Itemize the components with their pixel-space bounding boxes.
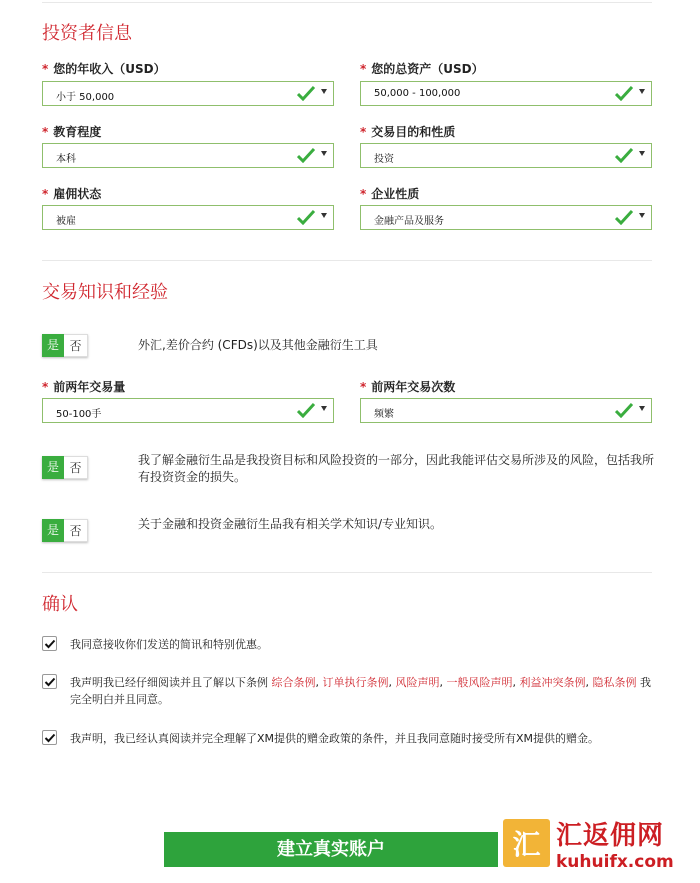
toggle-yes[interactable]: 是 [42, 334, 64, 357]
link-general-risk[interactable]: 一般风险声明 [446, 676, 513, 689]
link-risk-disclosure[interactable]: 风险声明 [395, 676, 440, 689]
check-icon [297, 209, 315, 225]
toggle-cfd-experience[interactable] [42, 334, 88, 357]
watermark-url: kuhuifx.com [556, 852, 674, 872]
chevron-down-icon [321, 89, 327, 94]
top-divider [42, 2, 652, 3]
link-general-terms[interactable]: 综合条例 [271, 676, 316, 689]
newsletter-checkbox[interactable] [42, 636, 57, 651]
chevron-down-icon [639, 89, 645, 94]
select-value: 50,000 - 100,000 [374, 88, 461, 99]
chevron-down-icon [321, 406, 327, 411]
select-value: 本科 [56, 154, 76, 165]
select-annual-income[interactable] [42, 81, 334, 106]
select-value: 小于 50,000 [56, 92, 115, 103]
section-title-confirm: 确认 [42, 594, 78, 615]
toggle-text-risk: 我了解金融衍生品是我投资目标和风险投资的一部分，因此我能评估交易所涉及的风险，包括我所有投资资金的损失。 [138, 453, 655, 484]
label-total-assets: * 您的总资产（USD） [360, 62, 484, 76]
select-employment[interactable] [42, 205, 334, 230]
terms-text: 我声明我已经仔细阅读并且了解以下条例 综合条例, 订单执行条例, 风险声明, 一般风险声明, 利益冲突条例, 隐私条例 我完全明白并且同意。 [70, 676, 651, 706]
select-trade-purpose[interactable] [360, 143, 652, 168]
select-value: 被雇 [56, 216, 76, 227]
chevron-down-icon [639, 213, 645, 218]
label-trade-volume: * 前两年交易量 [42, 380, 126, 394]
bonus-text: 我声明，我已经认真阅读并完全理解了XM提供的赠金政策的条件，并且我同意随时接受所有XM提供的赠金。 [70, 732, 600, 745]
check-icon [297, 85, 315, 101]
check-icon [615, 85, 633, 101]
check-icon [615, 209, 633, 225]
toggle-no[interactable]: 否 [64, 519, 88, 542]
label-trade-purpose: * 交易目的和性质 [360, 125, 456, 139]
watermark-title: 汇返佣网 [556, 821, 665, 851]
select-education[interactable] [42, 143, 334, 168]
terms-checkbox[interactable] [42, 674, 57, 689]
select-total-assets[interactable] [360, 81, 652, 106]
toggle-yes[interactable]: 是 [42, 456, 64, 479]
label-business-nature: * 企业性质 [360, 187, 420, 201]
check-icon [297, 147, 315, 163]
label-education: * 教育程度 [42, 125, 102, 139]
bonus-checkbox[interactable] [42, 730, 57, 745]
toggle-no[interactable]: 否 [64, 456, 88, 479]
section-divider [42, 260, 652, 261]
watermark-logo-icon: 汇 [503, 819, 550, 867]
section-divider [42, 572, 652, 573]
select-value: 投资 [374, 154, 394, 165]
newsletter-text: 我同意接收你们发送的简讯和特别优惠。 [70, 638, 268, 651]
link-order-execution[interactable]: 订单执行条例 [322, 676, 389, 689]
toggle-text-academic: 关于金融和投资金融衍生品我有相关学术知识/专业知识。 [138, 517, 443, 531]
label-trade-frequency: * 前两年交易次数 [360, 380, 456, 394]
select-business-nature[interactable] [360, 205, 652, 230]
check-icon [297, 402, 315, 418]
toggle-no[interactable]: 否 [64, 334, 88, 357]
toggle-academic-knowledge[interactable] [42, 519, 88, 542]
section-title-investor-info: 投资者信息 [42, 23, 132, 44]
link-conflict-of-interest[interactable]: 利益冲突条例 [519, 676, 586, 689]
section-title-trading-experience: 交易知识和经验 [42, 282, 168, 303]
label-employment: * 雇佣状态 [42, 187, 102, 201]
select-value: 频繁 [374, 409, 394, 420]
checkmark-icon [44, 732, 56, 744]
check-icon [615, 402, 633, 418]
create-account-button[interactable]: 建立真实账户 [164, 832, 498, 867]
checkmark-icon [44, 638, 56, 650]
link-privacy[interactable]: 隐私条例 [592, 676, 637, 689]
toggle-risk-understanding[interactable] [42, 456, 88, 479]
select-value: 金融产品及服务 [374, 216, 444, 227]
select-value: 50-100手 [56, 409, 102, 420]
toggle-text-cfd: 外汇,差价合约 (CFDs)以及其他金融衍生工具 [138, 338, 378, 352]
chevron-down-icon [639, 406, 645, 411]
label-annual-income: * 您的年收入（USD） [42, 62, 166, 76]
chevron-down-icon [321, 151, 327, 156]
select-trade-frequency[interactable] [360, 398, 652, 423]
chevron-down-icon [639, 151, 645, 156]
select-trade-volume[interactable] [42, 398, 334, 423]
check-icon [615, 147, 633, 163]
chevron-down-icon [321, 213, 327, 218]
toggle-yes[interactable]: 是 [42, 519, 64, 542]
checkmark-icon [44, 676, 56, 688]
